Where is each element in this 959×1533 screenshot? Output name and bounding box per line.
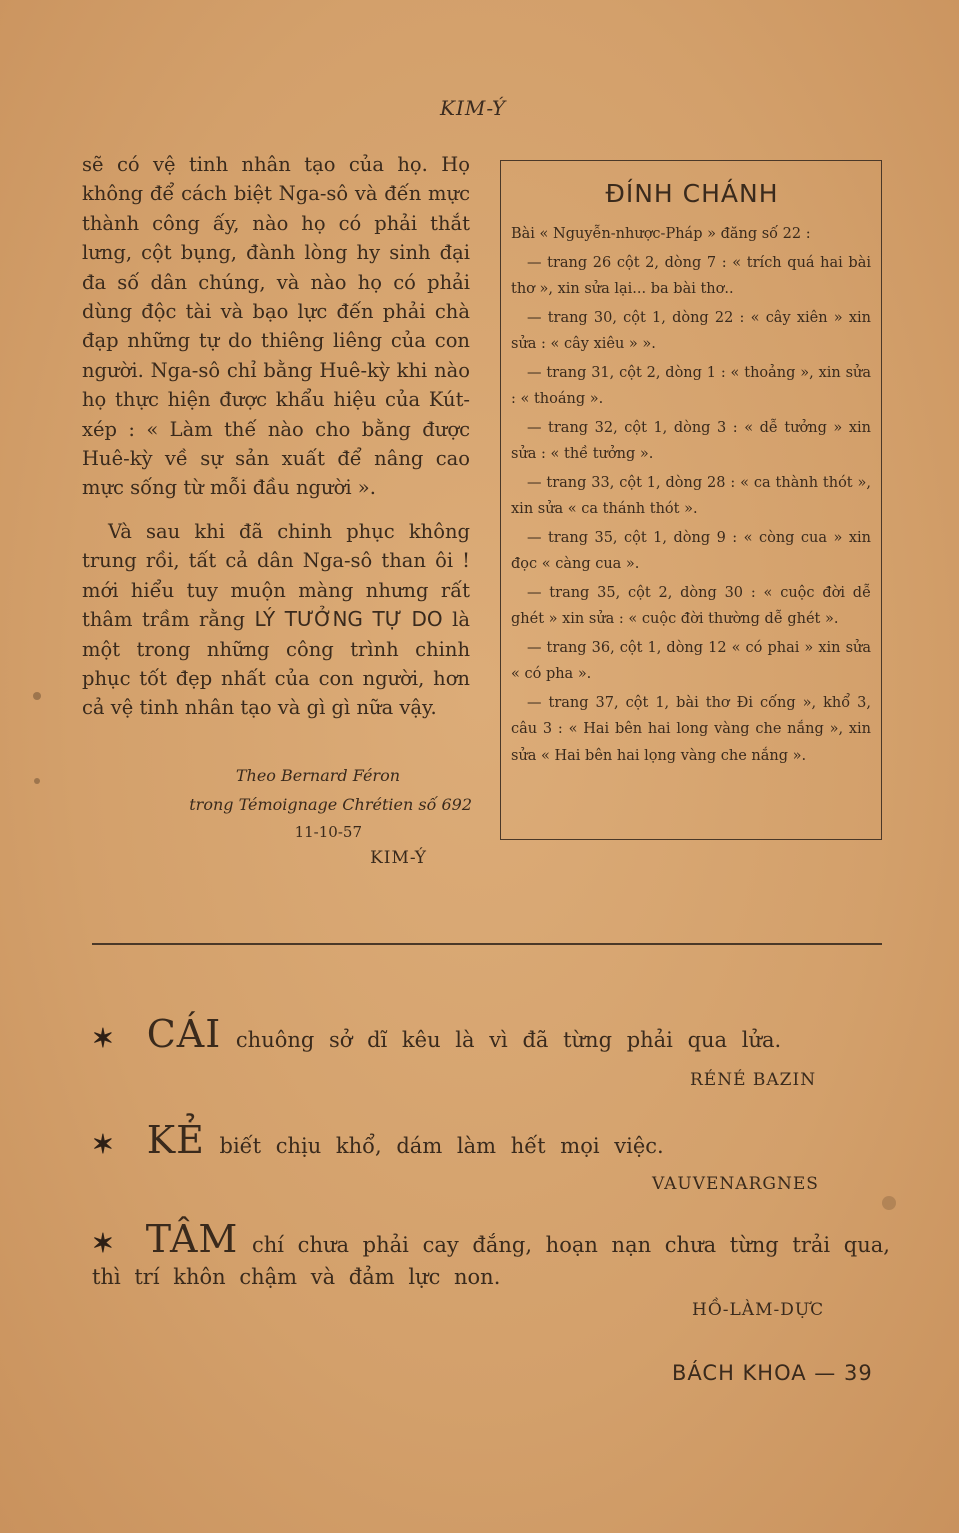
errata-item: — trang 36, cột 1, dòng 12 « có phai » xin sửa « có pha ».	[511, 639, 871, 682]
errata-item: — trang 35, cột 2, dòng 30 : « cuộc đời dễ ghét » xin sửa : « cuộc đời thường dễ ghét ».	[511, 584, 871, 627]
paper-spot	[882, 1196, 896, 1210]
quote-initial: KẺ	[146, 1118, 205, 1162]
quote-text-continuation: thì trí khôn chậm và đảm lực non.	[92, 1265, 501, 1289]
article-author: KIM-Ý	[370, 848, 427, 868]
page-footer: BÁCH KHOA — 39	[672, 1361, 873, 1385]
quote-1	[92, 1012, 892, 1056]
quote-initial: CÁI	[146, 1012, 222, 1056]
liberty-ideal-caps: LÝ TƯỞNG TỰ DO	[254, 607, 443, 632]
errata-intro: Bài « Nguyễn-nhược-Pháp » đăng số 22 :	[511, 226, 811, 242]
paragraph-2-text-b: là một trong những công trình chinh phục tốt đẹp nhất của con người, hơn cả vệ tinh nhân tạo và gì gì nữa vậy.	[82, 608, 470, 720]
article-paragraph-2	[82, 517, 470, 723]
quote-author: HỒ-LÀM-DỰC	[692, 1300, 825, 1320]
quote-2	[92, 1118, 892, 1162]
errata-item: — trang 30, cột 1, dòng 22 : « cây xiên » xin sửa : « cây xiêu » ».	[511, 309, 871, 352]
paragraph-2-text-a: Và sau khi đã chinh phục không trung rồi, tất cả dân Nga-sô than ôi ! mới hiểu tuy muộn màng nhưng rất thâm trầm rằng	[82, 519, 470, 632]
quote-text: chuông sở dĩ kêu là vì đã từng phải qua lửa.	[235, 1028, 782, 1052]
star-icon: ✶	[92, 1024, 114, 1054]
source-publication: trong Témoignage Chrétien số 692	[189, 795, 472, 814]
star-icon: ✶	[92, 1130, 114, 1160]
quote-text: chí chưa phải cay đắng, hoạn nạn chưa từng trải qua,	[252, 1233, 890, 1257]
errata-box	[500, 160, 882, 840]
running-head: KIM-Ý	[440, 96, 507, 120]
quote-text: biết chịu khổ, dám làm hết mọi việc.	[219, 1134, 664, 1158]
errata-item: — trang 26 cột 2, dòng 7 : « trích quá hai bài thơ », xin sửa lại... ba bài thơ..	[511, 254, 871, 297]
errata-item: — trang 33, cột 1, dòng 28 : « ca thành thót », xin sửa « ca thánh thót ».	[511, 474, 871, 517]
quote-author: RÉNÉ BAZIN	[690, 1070, 817, 1090]
errata-item: — trang 31, cột 2, dòng 1 : « thoảng », xin sửa : « thoáng ».	[511, 364, 871, 407]
article-paragraph-1: sẽ có vệ tinh nhân tạo của họ. Họ không để cách biệt Nga-sô và đến mực thành công ấy, nào họ có phải thắt lưng, cột bụng, đành lòng hy sinh đại đa số dân chúng, và nào họ có phải dùng độc tài và bạo lực đến phải chà đạp những tự do thiêng liêng của con người. Nga-sô chỉ bằng Huê-kỳ khi nào họ thực hiện được khẩu hiệu của Kút-xép : « Làm thế nào cho bằng được Huê-kỳ về sự sản xuất để nâng cao mực sống từ mỗi đầu người ».	[82, 153, 470, 500]
star-icon: ✶	[92, 1229, 114, 1259]
errata-item: — trang 37, cột 1, bài thơ Đi cống », khổ 3, câu 3 : « Hai bên hai long vàng che nắng », xin sửa « Hai bên hai lọng vàng che nắng ».	[511, 694, 871, 764]
source-date: 11-10-57	[294, 823, 362, 841]
article-column	[82, 150, 470, 723]
paper-spot	[34, 778, 40, 784]
quote-initial: TÂM	[145, 1217, 239, 1261]
source-credit: Theo Bernard Féron	[235, 766, 400, 785]
errata-item: — trang 32, cột 1, dòng 3 : « dễ tưởng » xin sửa : « thề tưởng ».	[511, 419, 871, 462]
quote-author: VAUVENARGNES	[652, 1174, 819, 1194]
quote-3	[92, 1217, 892, 1296]
errata-body	[511, 221, 871, 771]
section-divider	[92, 943, 882, 945]
paper-spot	[33, 692, 41, 700]
errata-title: ĐÍNH CHÁNH	[605, 179, 779, 208]
errata-item: — trang 35, cột 1, dòng 9 : « còng cua » xin đọc « càng cua ».	[511, 529, 871, 572]
